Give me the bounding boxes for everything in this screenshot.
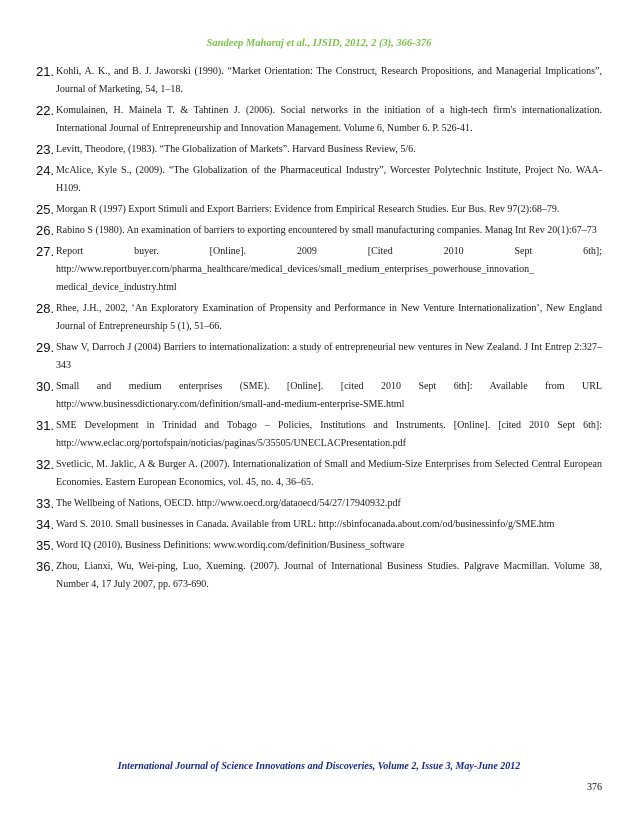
reference-item xyxy=(36,63,602,99)
reference-text: SME Development in Trinidad and Tobago – Policies, Institutions and Instruments. [Online]. [cited 2010 Sept 6th]: http://www.eclac.org/portofspain/noticias/paginas/5/35505/UNECLACPresentation.pdf xyxy=(56,420,602,449)
reference-item xyxy=(36,339,602,375)
reference-number: 33. xyxy=(36,496,55,511)
reference-number: 36. xyxy=(36,559,55,574)
reference-item xyxy=(36,456,602,492)
reference-text: Word IQ (2010). Business Definitions: www.wordiq.com/definition/Business_software xyxy=(56,540,405,551)
reference-text: Small and medium enterprises (SME). [Online]. [cited 2010 Sept 6th]: Available from URL http://www.businessdictionary.com/definition/small-and-medium-enterprise-SME.html xyxy=(56,381,602,410)
reference-number: 31. xyxy=(36,418,55,433)
reference-text: Morgan R (1997) Export Stimuli and Export Barriers: Evidence from Empirical Research Studies. Eur Bus. Rev 97(2):68–79. xyxy=(56,204,560,215)
reference-number: 35. xyxy=(36,538,55,553)
running-header: Sandeep Maharaj et al., IJSID, 2012, 2 (3), 366-376 xyxy=(206,38,432,49)
reference-item xyxy=(36,537,602,555)
reference-item xyxy=(36,141,602,159)
reference-number: 23. xyxy=(36,142,55,157)
reference-text: Levitt, Theodore, (1983). “The Globalization of Markets”. Harvard Business Review, 5/6. xyxy=(56,144,416,155)
reference-number: 22. xyxy=(36,103,55,118)
reference-item xyxy=(36,243,602,297)
reference-number: 21. xyxy=(36,64,55,79)
reference-item xyxy=(36,300,602,336)
page-number: 376 xyxy=(587,782,602,793)
reference-text: Kohli, A. K., and B. J. Jaworski (1990). “Market Orientation: The Construct, Research Propositions, and Managerial Implications”, Journal of Marketing, 54, 1–18. xyxy=(56,66,602,95)
reference-text: Svetlicic, M. Jaklic, A & Burger A. (2007). Internationalization of Small and Medium-Size Enterprises from Selected Central European Economies. Eastern European Economics, vol. 45, no. 4, 36–65. xyxy=(56,459,602,488)
reference-item xyxy=(36,102,602,138)
reference-item xyxy=(36,417,602,453)
reference-number: 29. xyxy=(36,340,55,355)
reference-text: McAlice, Kyle S., (2009). “The Globalization of the Pharmaceutical Industry”, Worcester Polytechnic Institute, Project No. WAA-H109. xyxy=(56,165,602,194)
reference-item xyxy=(36,378,602,414)
reference-text: Komulainen, H. Mainela T. & Tahtinen J. (2006). Social networks in the initiation of a high-tech firm's internationalization. International Journal of Entrepreneurship and Innovation Management. Volume 6, Number 6. P. 526-41. xyxy=(56,105,602,134)
reference-number: 30. xyxy=(36,379,55,394)
reference-number: 28. xyxy=(36,301,55,316)
reference-number: 27. xyxy=(36,244,55,259)
journal-footer: International Journal of Science Innovations and Discoveries, Volume 2, Issue 3, May-June 2012 xyxy=(117,761,521,772)
reference-text: Rabino S (1980). An examination of barriers to exporting encountered by small manufacturing companies. Manag Int Rev 20(1):67–73 xyxy=(56,225,597,236)
reference-item xyxy=(36,201,602,219)
reference-number: 32. xyxy=(36,457,55,472)
reference-item xyxy=(36,558,602,594)
reference-text: Report buyer. [Online]. 2009 [Cited 2010 Sept 6th]; http://www.reportbuyer.com/pharma_healthcare/medical_devices/small_medium_enterprises_powerhouse_innovation_ medical_device_industry.html xyxy=(56,246,602,293)
reference-text: Ward S. 2010. Small businesses in Canada. Available from URL: http://sbinfocanada.about.com/od/businessinfo/g/SME.htm xyxy=(56,519,555,530)
reference-number: 25. xyxy=(36,202,55,217)
reference-number: 34. xyxy=(36,517,55,532)
reference-item xyxy=(36,495,602,513)
reference-text: Zhou, Lianxi, Wu, Wei-ping, Luo, Xueming. (2007). Journal of International Business Studies. Palgrave Macmillan. Volume 38, Number 4, 17 July 2007, pp. 673-690. xyxy=(56,561,602,590)
reference-list xyxy=(36,63,602,597)
reference-item xyxy=(36,516,602,534)
reference-text: Shaw V, Darroch J (2004) Barriers to internationalization: a study of entrepreneurial new ventures in New Zealand. J Int Entrep 2:327–343 xyxy=(56,342,602,371)
reference-item xyxy=(36,222,602,240)
reference-number: 24. xyxy=(36,163,55,178)
reference-text: Rhee, J.H., 2002, ‘An Exploratory Examination of Propensity and Performance in New Venture Internationalization’, New England Journal of Entrepreneurship 5 (1), 51–66. xyxy=(56,303,602,332)
reference-text: The Wellbeing of Nations, OECD. http://www.oecd.org/dataoecd/54/27/17940932.pdf xyxy=(56,498,401,509)
reference-item xyxy=(36,162,602,198)
reference-number: 26. xyxy=(36,223,55,238)
